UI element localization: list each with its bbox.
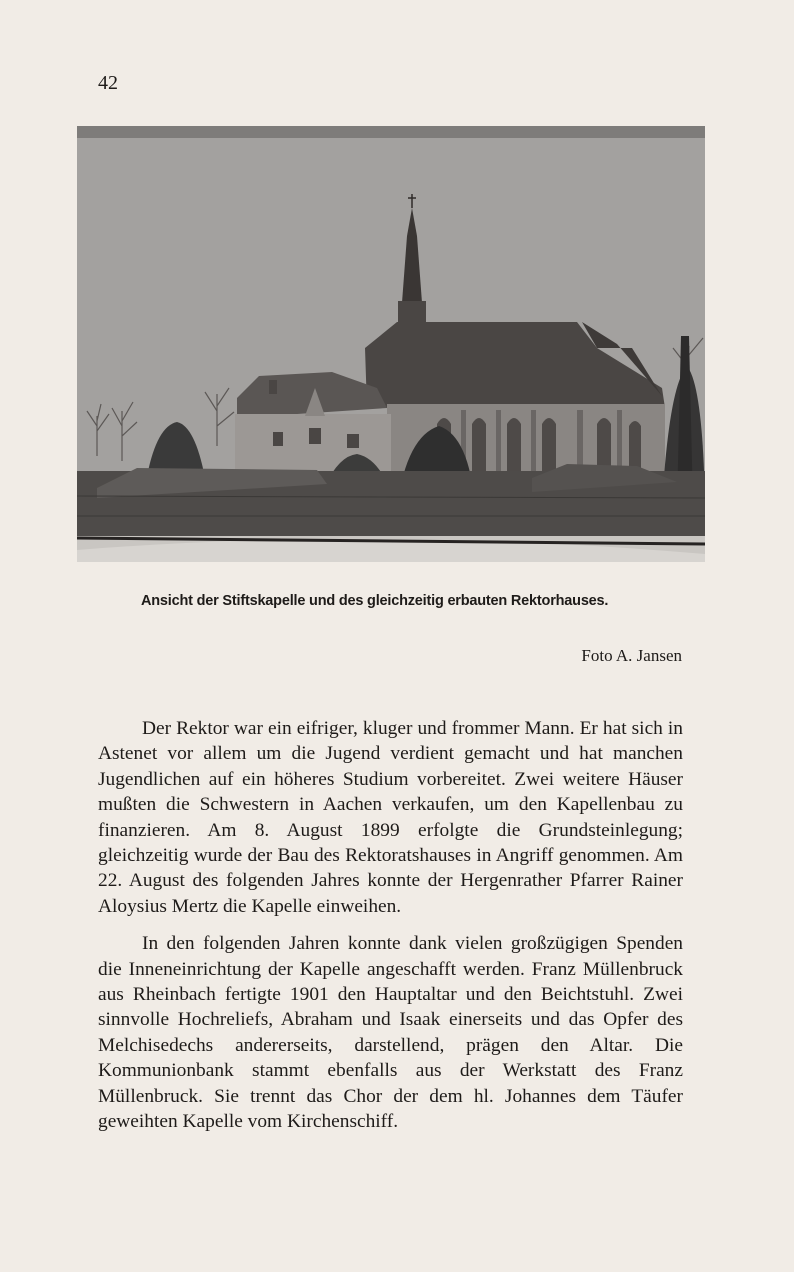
photo-credit: Foto A. Jansen <box>581 646 682 665</box>
chapel-photo <box>77 126 705 562</box>
body-text <box>98 716 683 1147</box>
page-number: 42 <box>98 72 118 94</box>
paragraph: Der Rektor war ein eifriger, kluger und frommer Mann. Er hat sich in Astenet vor allem um die Jugend verdient gemacht und hat manchen Jugendlichen auf ein höheres Studium vorbereitet. Zwei weitere Häuser mußten die Schwestern in Aachen verkaufen, um den Kapellenbau zu finanzieren. Am 8. August 1899 erfolgte die Grundsteinlegung; gleichzeitig wurde der Bau des Rektoratshauses in Angriff genommen. Am 22. August des folgenden Jahres konnte der Hergenrather Pfarrer Rainer Aloysius Mertz die Kapelle einweihen. <box>98 718 683 917</box>
paragraph: In den folgenden Jahren konnte dank vielen großzügigen Spenden die Inneneinrichtung der Kapelle angeschafft werden. Franz Müllenbruck aus Rheinbach fertigte 1901 den Hauptaltar und den Beichtstuhl. Zwei sinnvolle Hochreliefs, Abraham und Isaak einerseits und das Opfer des Melchisedechs andererseits, darstellend, prägen den Altar. Die Kommunionbank stammt ebenfalls aus der Werkstatt des Franz Müllenbruck. Sie trennt das Chor der dem hl. Johannes dem Täufer geweihten Kapelle vom Kirchenschiff. <box>98 933 683 1133</box>
photo-caption: Ansicht der Stiftskapelle und des gleichzeitig erbauten Rektorhauses. <box>141 593 609 609</box>
